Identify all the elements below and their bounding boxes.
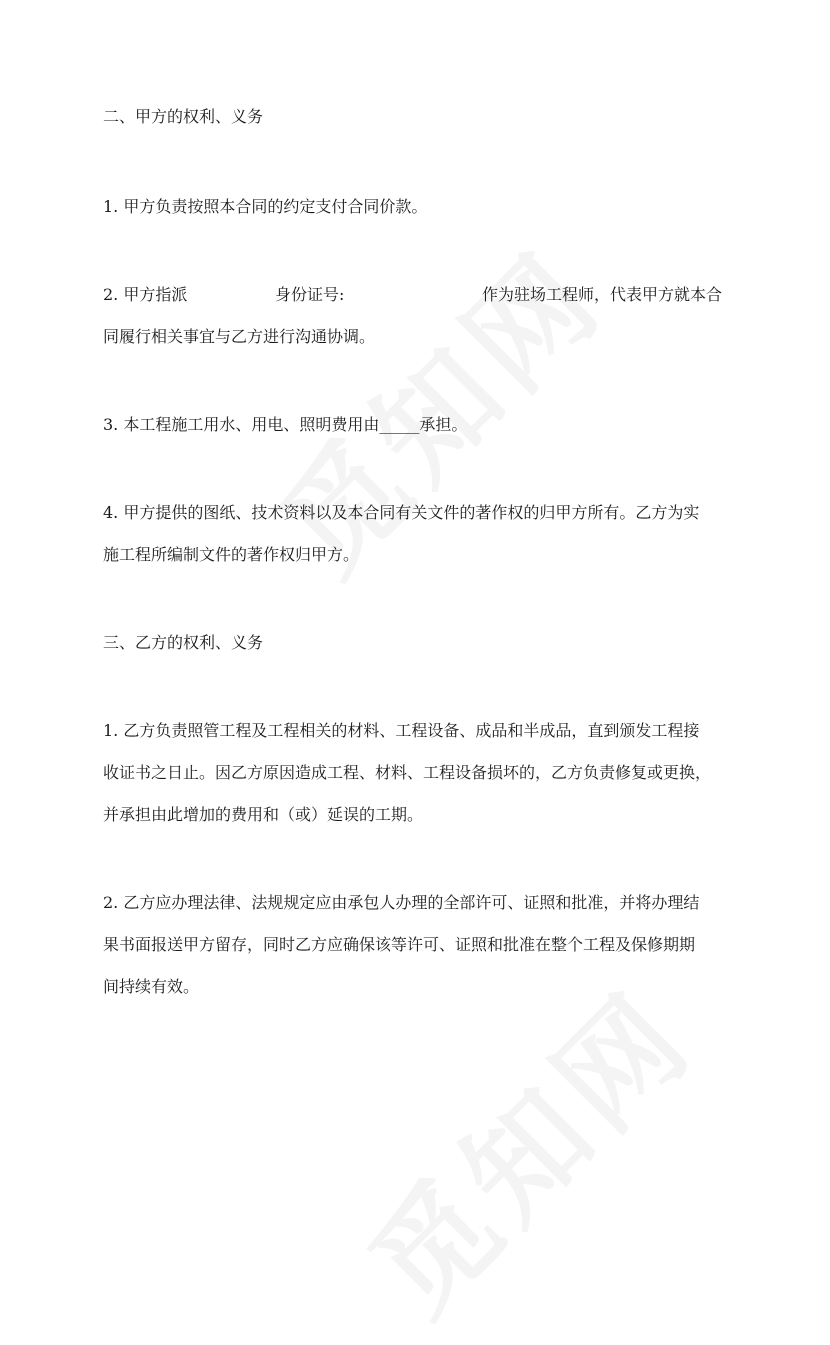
paragraph-line: 间持续有效。 — [103, 977, 200, 996]
paragraph-line: 施工程所编制文件的著作权归甲方。 — [103, 545, 360, 564]
paragraph-segment: 作为驻场工程师，代表甲方就本合 — [482, 285, 723, 304]
paragraph-line: 同履行相关事宜与乙方进行沟通协调。 — [103, 327, 376, 346]
paragraph-line: 4. 甲方提供的图纸、技术资料以及本合同有关文件的著作权的归甲方所有。乙方为实 — [103, 503, 700, 522]
paragraph-line: 2. 乙方应办理法律、法规规定应由承包人办理的全部许可、证照和批准，并将办理结 — [103, 893, 700, 912]
paragraph-line: 果书面报送甲方留存，同时乙方应确保该等许可、证照和批准在整个工程及保修期期 — [103, 935, 696, 954]
paragraph-line: 并承担由此增加的费用和（或）延误的工期。 — [103, 805, 424, 824]
paragraph-segment: 身份证号: — [275, 285, 345, 304]
paragraph-line: 1. 乙方负责照管工程及工程相关的材料、工程设备、成品和半成品，直到颁发工程接 — [103, 721, 700, 740]
paragraph-line: 2. 甲方指派 — [103, 285, 188, 304]
section-heading: 三、乙方的权利、义务 — [103, 633, 264, 652]
section-heading: 二、甲方的权利、义务 — [103, 107, 264, 126]
watermark — [326, 947, 723, 1344]
paragraph-line: 收证书之日止。因乙方原因造成工程、材料、工程设备损坏的，乙方负责修复或更换， — [103, 763, 712, 782]
paragraph-line: 1. 甲方负责按照本合同的约定支付合同价款。 — [103, 197, 428, 216]
paragraph-line: 3. 本工程施工用水、用电、照明费用由_____承担。 — [103, 415, 468, 434]
